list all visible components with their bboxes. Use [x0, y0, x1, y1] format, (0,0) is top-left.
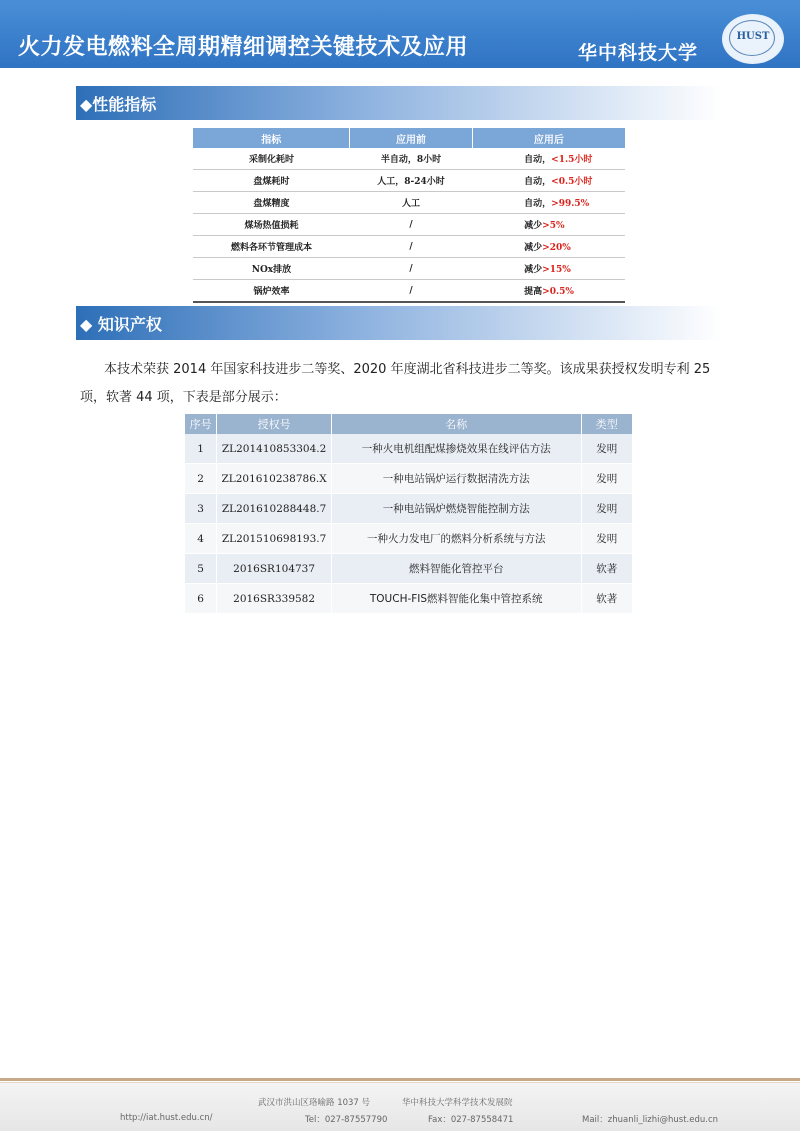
performance-row: [193, 214, 625, 236]
before-cell: 人工: [350, 192, 472, 214]
header-banner: [0, 0, 800, 68]
footer-fax: Fax：027-87558471: [428, 1115, 514, 1125]
after-value: >0.5%: [542, 287, 574, 297]
ip-type-cell: 发明: [581, 434, 632, 464]
ip-row: [185, 584, 632, 614]
ip-id-cell: 2016SR339582: [217, 584, 332, 614]
footer-address: 武汉市洪山区珞喻路 1037 号: [258, 1098, 371, 1108]
ip-id-cell: 2016SR104737: [217, 554, 332, 584]
after-value: >15%: [542, 265, 571, 275]
ip-type-cell: 软著: [581, 584, 632, 614]
performance-row: [193, 148, 625, 170]
after-cell: [472, 214, 625, 236]
after-value: <1.5小时: [551, 155, 593, 165]
after-value: >20%: [542, 243, 571, 253]
after-cell: [472, 148, 625, 170]
performance-row: [193, 170, 625, 192]
performance-table-header: [193, 128, 625, 148]
seal-monogram: HUST: [736, 31, 770, 42]
ip-name-cell: 一种火电机组配煤掺烧效果在线评估方法: [331, 434, 581, 464]
ip-no-cell: 6: [185, 584, 217, 614]
metric-cell: 煤场热值损耗: [193, 214, 350, 236]
ip-row: [185, 434, 632, 464]
after-prefix: 减少: [524, 221, 543, 231]
after-value: <0.5小时: [551, 177, 593, 187]
metric-cell: 采制化耗时: [193, 148, 350, 170]
ip-summary-paragraph: 本技术荣获 2014 年国家科技进步二等奖、2020 年度湖北省科技进步二等奖。该成果获授权发明专利 25 项，软著 44 项，下表是部分展示：: [80, 362, 711, 405]
ip-name-cell: 一种电站锅炉燃烧智能控制方法: [331, 494, 581, 524]
ip-no-cell: 1: [185, 434, 217, 464]
ip-id-cell: ZL201610288448.7: [217, 494, 332, 524]
after-prefix: 提高: [524, 287, 543, 297]
ip-id-cell: ZL201510698193.7: [217, 524, 332, 554]
ip-table: [185, 414, 632, 614]
footer-url[interactable]: http://iat.hust.edu.cn/: [120, 1113, 213, 1123]
ip-type-cell: 发明: [581, 494, 632, 524]
after-cell: [472, 192, 625, 214]
performance-row: [193, 258, 625, 280]
before-cell: /: [350, 258, 472, 280]
metric-cell: 盘煤精度: [193, 192, 350, 214]
before-cell: /: [350, 280, 472, 303]
after-prefix: 自动，: [524, 155, 552, 165]
after-cell: [472, 258, 625, 280]
section-title-ip: ◆ 知识产权: [80, 315, 162, 334]
metric-cell: 盘煤耗时: [193, 170, 350, 192]
col-header-after: 应用后: [472, 128, 625, 148]
ip-row: [185, 464, 632, 494]
section-header-ip: [76, 306, 722, 340]
ip-row: [185, 524, 632, 554]
after-cell: [472, 280, 625, 303]
ip-row: [185, 494, 632, 524]
performance-table: [193, 128, 625, 303]
ip-no-cell: 2: [185, 464, 217, 494]
after-prefix: 自动，: [524, 199, 552, 209]
ip-id-cell: ZL201610238786.X: [217, 464, 332, 494]
university-seal-logo: [722, 14, 784, 64]
ip-type-cell: 发明: [581, 524, 632, 554]
col-header-no: 序号: [185, 414, 217, 434]
after-cell: [472, 236, 625, 258]
before-cell: /: [350, 214, 472, 236]
col-header-id: 授权号: [217, 414, 332, 434]
after-prefix: 减少: [524, 265, 543, 275]
ip-no-cell: 3: [185, 494, 217, 524]
ip-name-cell: 一种电站锅炉运行数据清洗方法: [331, 464, 581, 494]
col-header-metric: 指标: [193, 128, 350, 148]
metric-cell: 燃料各环节管理成本: [193, 236, 350, 258]
col-header-name: 名称: [331, 414, 581, 434]
ip-table-header: [185, 414, 632, 434]
before-cell: /: [350, 236, 472, 258]
ip-id-cell: ZL201410853304.2: [217, 434, 332, 464]
col-header-before: 应用前: [350, 128, 472, 148]
page-title: 火力发电燃料全周期精细调控关键技术及应用: [18, 35, 469, 60]
after-cell: [472, 170, 625, 192]
section-header-performance: [76, 86, 722, 120]
footer-divider: [0, 1078, 800, 1081]
after-prefix: 自动，: [524, 177, 552, 187]
after-value: >99.5%: [551, 199, 590, 209]
ip-name-cell: 一种火力发电厂的燃料分析系统与方法: [331, 524, 581, 554]
after-prefix: 减少: [524, 243, 543, 253]
section-title-performance: ◆性能指标: [80, 95, 157, 114]
ip-name-cell: TOUCH-FIS燃料智能化集中管控系统: [331, 584, 581, 614]
performance-row: [193, 280, 625, 303]
footer-institute: 华中科技大学科学技术发展院: [402, 1098, 513, 1108]
footer-tel: Tel：027-87557790: [305, 1115, 388, 1125]
ip-no-cell: 5: [185, 554, 217, 584]
ip-row: [185, 554, 632, 584]
ip-type-cell: 发明: [581, 464, 632, 494]
metric-cell: 锅炉效率: [193, 280, 350, 303]
performance-row: [193, 192, 625, 214]
before-cell: 人工，8-24小时: [350, 170, 472, 192]
after-value: >5%: [542, 221, 565, 231]
university-name: 华中科技大学: [578, 42, 699, 64]
performance-row: [193, 236, 625, 258]
ip-type-cell: 软著: [581, 554, 632, 584]
col-header-type: 类型: [581, 414, 632, 434]
ip-name-cell: 燃料智能化管控平台: [331, 554, 581, 584]
metric-cell: NOx排放: [193, 258, 350, 280]
footer-mail[interactable]: Mail：zhuanli_lizhi@hust.edu.cn: [582, 1115, 719, 1125]
before-cell: 半自动，8小时: [350, 148, 472, 170]
ip-no-cell: 4: [185, 524, 217, 554]
